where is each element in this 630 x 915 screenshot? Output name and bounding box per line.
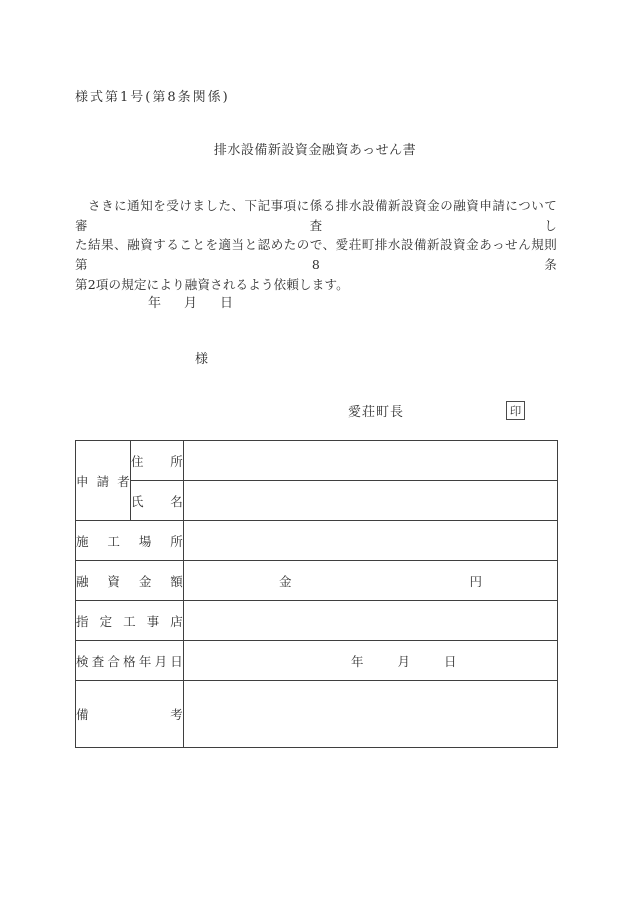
- paragraph-line-1: さきに通知を受けました、下記事項に係る排水設備新設資金の融資申請について審査し: [75, 198, 557, 233]
- seal-box: [506, 401, 525, 420]
- form-table: [75, 440, 558, 748]
- sender-title: 愛荘町長: [348, 405, 405, 420]
- inspection-date-value-cell: [184, 641, 558, 681]
- remarks-label: 備考: [76, 681, 184, 748]
- seal-mark: 印: [509, 403, 522, 418]
- form-number: 様式第1号(第8条関係): [75, 90, 230, 105]
- body-paragraph: [75, 196, 557, 295]
- address-label: 住所: [131, 441, 184, 481]
- remarks-value-cell: [184, 681, 558, 748]
- table-row-contractor: [76, 601, 558, 641]
- issue-date-day-label: 日: [220, 296, 234, 311]
- loan-amount-value-cell: [184, 561, 558, 601]
- name-value-cell: [184, 481, 558, 521]
- applicant-group-label: 申請者: [76, 441, 131, 521]
- issue-date-year-label: 年: [148, 296, 162, 311]
- amount-suffix-label: 円: [469, 573, 482, 589]
- loan-amount-label: 融資金額: [76, 561, 184, 601]
- table-row-inspection: [76, 641, 558, 681]
- table-row-remarks: [76, 681, 558, 748]
- address-value-cell: [184, 441, 558, 481]
- construction-site-label: 施工場所: [76, 521, 184, 561]
- sender-line: [348, 401, 525, 420]
- table-row-amount: [76, 561, 558, 601]
- addressee-honorific: 様: [195, 352, 209, 367]
- name-label: 氏名: [131, 481, 184, 521]
- issue-date-month-label: 月: [184, 296, 198, 311]
- table-row-address: [76, 441, 558, 481]
- issue-date-line: [148, 292, 233, 311]
- table-row-site: [76, 521, 558, 561]
- amount-prefix-label: 金: [279, 573, 292, 589]
- inspection-year-label: 年: [351, 653, 364, 669]
- construction-site-value-cell: [184, 521, 558, 561]
- table-row-name: [76, 481, 558, 521]
- designated-contractor-label: 指定工事店: [76, 601, 184, 641]
- paragraph-line-2: た結果、融資することを適当と認めたので、愛荘町排水設備新設資金あっせん規則第8条: [75, 237, 557, 273]
- inspection-day-label: 日: [444, 653, 457, 669]
- document-title: 排水設備新設資金融資あっせん書: [213, 143, 417, 158]
- designated-contractor-value-cell: [184, 601, 558, 641]
- inspection-month-label: 月: [397, 653, 411, 669]
- inspection-date-label: 検査合格年月日: [76, 641, 184, 681]
- paragraph-line-3: 第2項の規定により融資されるよう依頼します。: [75, 276, 349, 292]
